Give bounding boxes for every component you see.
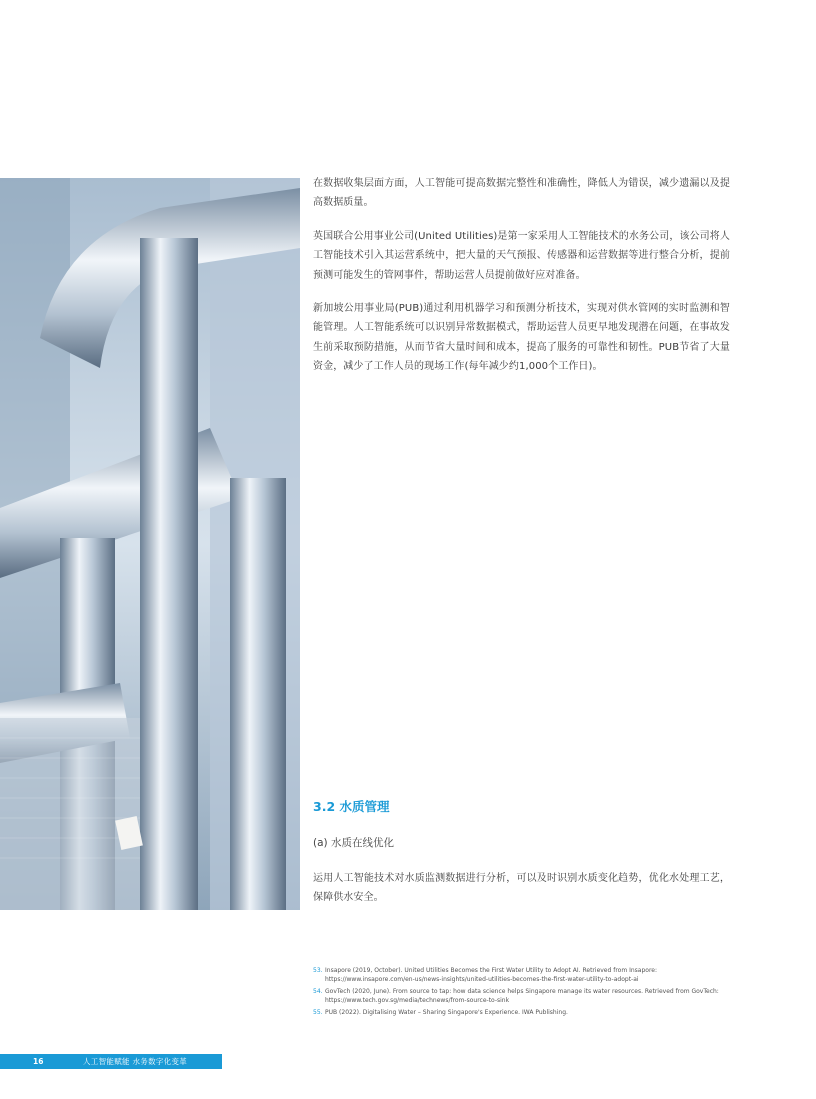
footnote-text: Insapore (2019, October). United Utilities Becomes the First Water Utility to Adopt AI. Retrieved from Insapore: https://www.insapore.com/en-us/news-insights/united-utilities-becomes-the-first-water-utility-to-adopt-ai — [325, 967, 657, 983]
industrial-pipes-photo — [0, 178, 300, 910]
footnotes — [313, 966, 733, 1020]
footnote — [313, 1008, 733, 1017]
body-paragraph: 新加坡公用事业局(PUB)通过利用机器学习和预测分析技术，实现对供水管网的实时监测和智能管理。人工智能系统可以识别异常数据模式，帮助运营人员更早地发现潜在问题，在事故发生前采取预防措施，从而节省大量时间和成本，提高了服务的可靠性和韧性。PUB节省了大量资金，减少了工作人员的现场工作(每年减少约1,000个工作日)。 — [313, 303, 730, 373]
body-paragraph: 运用人工智能技术对水质监测数据进行分析，可以及时识别水质变化趋势，优化水处理工艺，保障供水安全。 — [313, 873, 730, 904]
section-heading: 3.2 水质管理 — [313, 799, 390, 814]
footer-title: 人工智能赋能 水务数字化变革 — [83, 1057, 188, 1066]
footnote-number: 55. — [313, 1009, 323, 1016]
body-text-column — [313, 174, 730, 391]
footnote-number: 54. — [313, 988, 323, 995]
sub-heading: (a) 水质在线优化 — [313, 837, 394, 849]
footnote-text: PUB (2022). Digitalising Water – Sharing Singapore's Experience. IWA Publishing. — [325, 1009, 568, 1016]
footnote — [313, 987, 733, 1005]
page-footer-bar — [0, 1054, 222, 1069]
body-paragraph: 在数据收集层面方面，人工智能可提高数据完整性和准确性，降低人为错误，减少遗漏以及提高数据质量。 — [313, 178, 730, 209]
footnote-number: 53. — [313, 967, 323, 974]
page-number: 16 — [33, 1057, 44, 1066]
body-paragraph: 英国联合公用事业公司(United Utilities)是第一家采用人工智能技术的水务公司，该公司将人工智能技术引入其运营系统中，把大量的天气预报、传感器和运营数据等进行整合分析，提前预测可能发生的管网事件，帮助运营人员提前做好应对准备。 — [313, 230, 730, 281]
footnote-text: GovTech (2020, June). From source to tap: how data science helps Singapore manage its water resources. Retrieved from GovTech: https://www.tech.gov.sg/media/technews/from-source-to-sink — [325, 988, 719, 1004]
footnote — [313, 966, 733, 984]
